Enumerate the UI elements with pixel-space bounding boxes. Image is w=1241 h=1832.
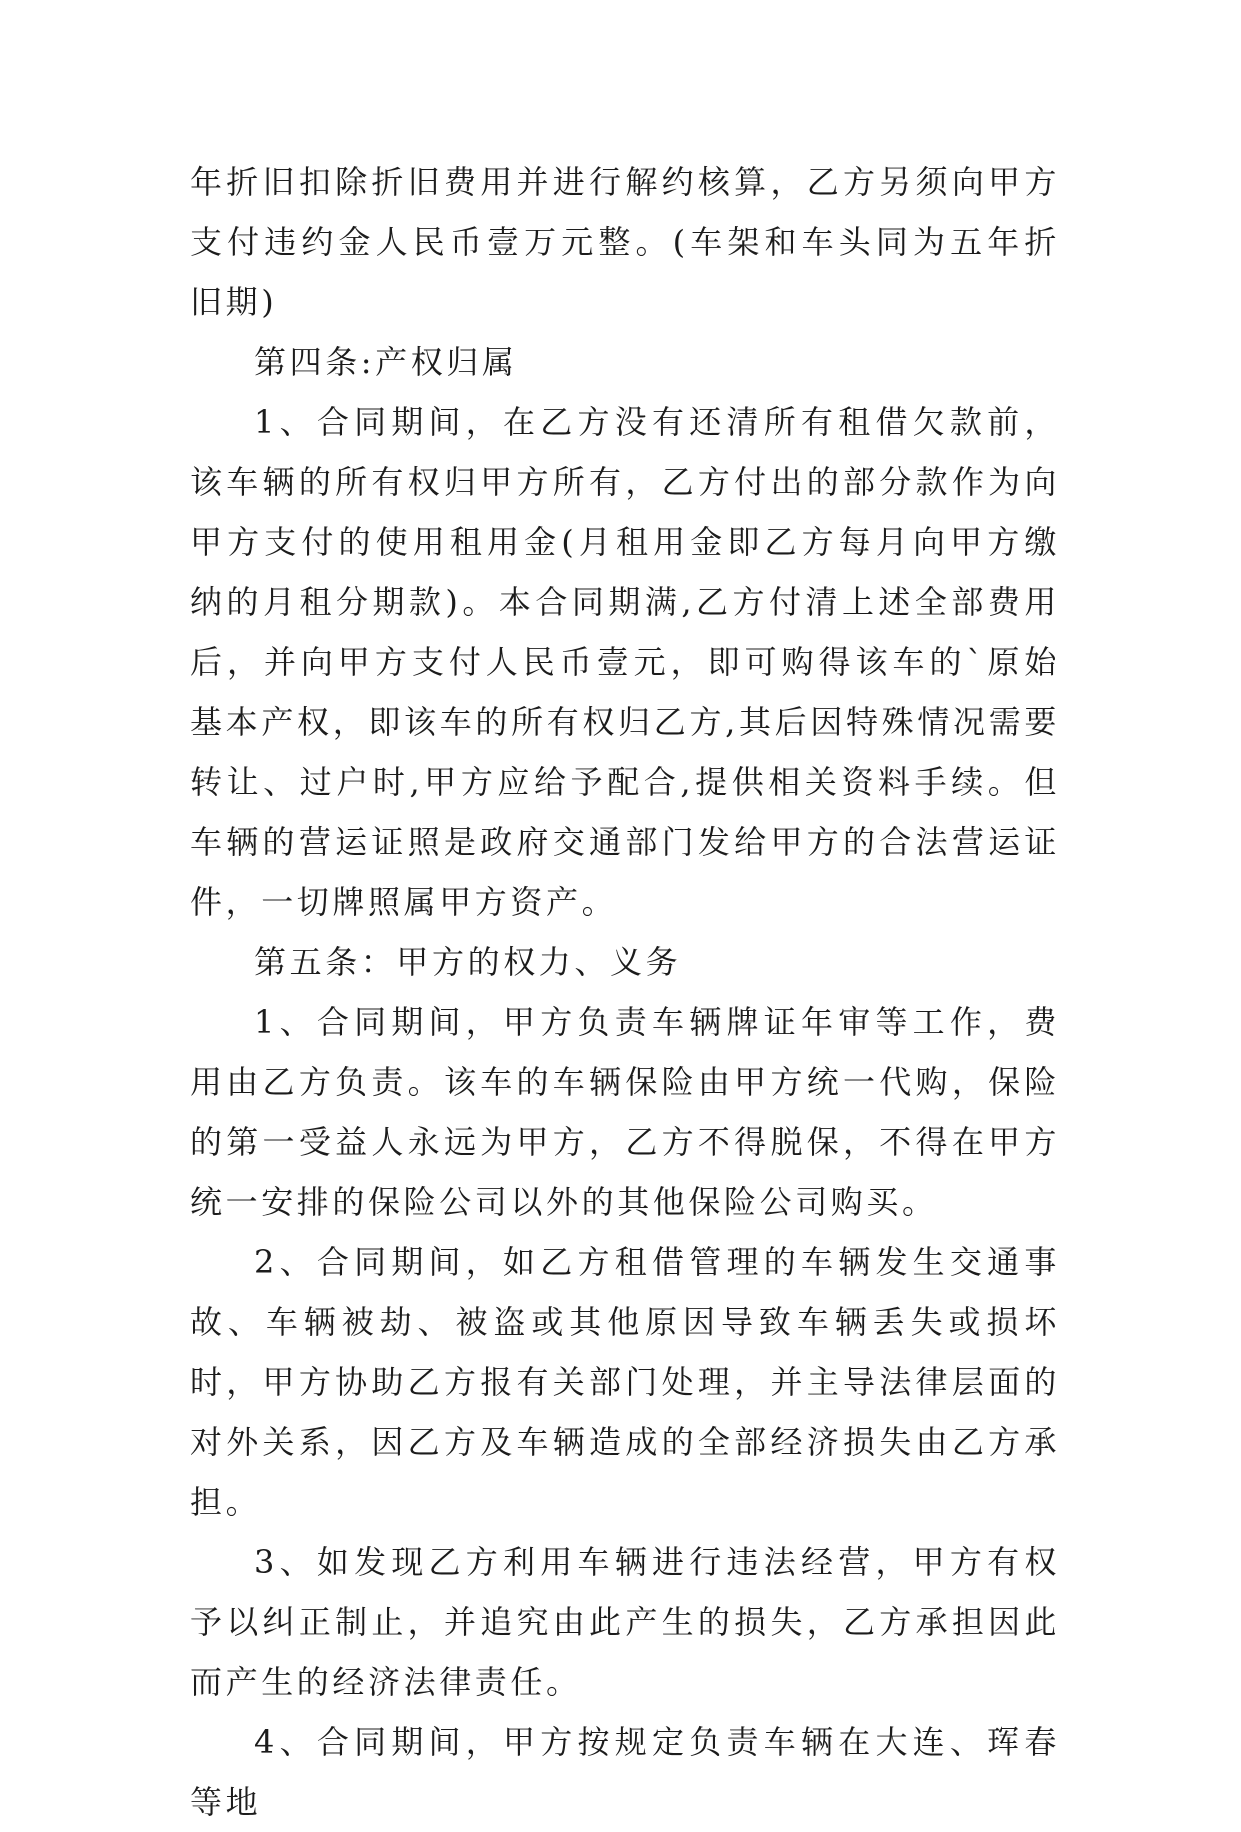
document-body: [190, 152, 1060, 1832]
article-five-heading: 第五条：甲方的权力、义务: [254, 943, 682, 981]
article-five-clause-1: 1、合同期间，甲方负责车辆牌证年审等工作，费用由乙方负责。该车的车辆保险由甲方统一代购，保险的第一受益人永远为甲方，乙方不得脱保，不得在甲方统一安排的保险公司以外的其他保险公司购买。: [190, 1003, 1060, 1221]
article-five-clause-4: 4、合同期间，甲方按规定负责车辆在大连、珲春等地: [190, 1723, 1060, 1821]
article-five-clause-2: 2、合同期间，如乙方租借管理的车辆发生交通事故、车辆被劫、被盗或其他原因导致车辆丢失或损坏时，甲方协助乙方报有关部门处理，并主导法律层面的对外关系，因乙方及车辆造成的全部经济损失由乙方承担。: [190, 1243, 1060, 1521]
paragraph-continuation: 年折旧扣除折旧费用并进行解约核算，乙方另须向甲方支付违约金人民币壹万元整。(车架和车头同为五年折旧期): [190, 163, 1060, 321]
article-five-clause-3: 3、如发现乙方利用车辆进行违法经营，甲方有权予以纠正制止，并追究由此产生的损失，乙方承担因此而产生的经济法律责任。: [190, 1543, 1060, 1701]
article-four-clause-1: 1、合同期间，在乙方没有还清所有租借欠款前，该车辆的所有权归甲方所有，乙方付出的部分款作为向甲方支付的使用租用金(月租用金即乙方每月向甲方缴纳的月租分期款)。本合同期满,乙方付清上述全部费用后，并向甲方支付人民币壹元，即可购得该车的`原始基本产权，即该车的所有权归乙方,其后因特殊情况需要转让、过户时,甲方应给予配合,提供相关资料手续。但车辆的营运证照是政府交通部门发给甲方的合法营运证件，一切牌照属甲方资产。: [190, 403, 1060, 921]
article-four-heading: 第四条:产权归属: [254, 343, 518, 381]
